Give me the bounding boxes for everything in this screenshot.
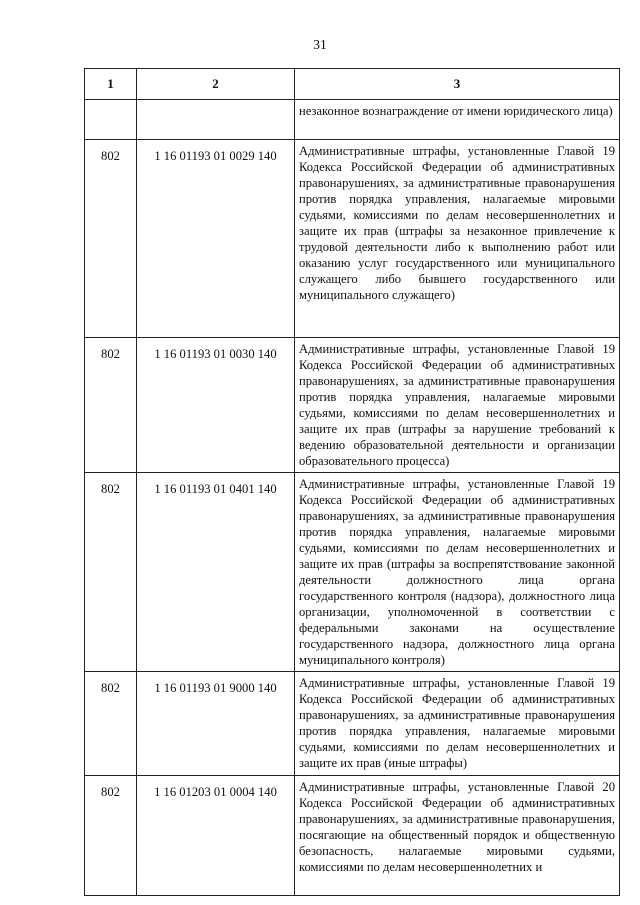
row-description: Административные штрафы, установленные Главой 20 Кодекса Российской Федерации об административных правонарушениях, за административные правонарушения, посягающие на общественный порядок и общественную безопасность, налагаемые мировыми судьями, комиссиями по делам несовершеннолетних и xyxy=(295,776,620,896)
row-admin-code: 802 xyxy=(85,338,137,473)
row-kbk-code: 1 16 01203 01 0004 140 xyxy=(137,776,295,896)
continuation-description: незаконное вознаграждение от имени юридического лица) xyxy=(295,100,620,140)
row-admin-code: 802 xyxy=(85,776,137,896)
row-kbk-code: 1 16 01193 01 9000 140 xyxy=(137,672,295,776)
row-kbk-code: 1 16 01193 01 0401 140 xyxy=(137,473,295,672)
table-row xyxy=(85,140,620,338)
row-description: Административные штрафы, установленные Главой 19 Кодекса Российской Федерации об административных правонарушениях, за административные правонарушения против порядка управления, налагаемые мировыми судьями, комиссиями по делам несовершеннолетних и защите их прав (штрафы за нарушение требований к ведению образовательной деятельности и организации образовательного процесса) xyxy=(295,338,620,473)
table-row xyxy=(85,338,620,473)
table-row xyxy=(85,473,620,672)
row-description: Административные штрафы, установленные Главой 19 Кодекса Российской Федерации об административных правонарушениях, за административные правонарушения против порядка управления, налагаемые мировыми судьями, комиссиями по делам несовершеннолетних и защите их прав (штрафы за воспрепятствование законной деятельности должностного лица органа государственного контроля (надзора), должностного лица организации, уполномоченной в соответствии с федеральными законами на осуществление государственного надзора, должностного лица органа муниципального контроля) xyxy=(295,473,620,672)
column-header-3: 3 xyxy=(295,69,620,100)
row-kbk-code: 1 16 01193 01 0029 140 xyxy=(137,140,295,338)
row-admin-code: 802 xyxy=(85,140,137,338)
continuation-row xyxy=(85,100,620,140)
table-header xyxy=(85,69,620,100)
budget-codes-table xyxy=(84,68,620,896)
table-body xyxy=(85,100,620,896)
continuation-num-cell xyxy=(85,100,137,140)
continuation-code-cell xyxy=(137,100,295,140)
column-header-2: 2 xyxy=(137,69,295,100)
row-description: Административные штрафы, установленные Главой 19 Кодекса Российской Федерации об административных правонарушениях, за административные правонарушения против порядка управления, налагаемые мировыми судьями, комиссиями по делам несовершеннолетних и защите их прав (иные штрафы) xyxy=(295,672,620,776)
row-description: Административные штрафы, установленные Главой 19 Кодекса Российской Федерации об административных правонарушениях, за административные правонарушения против порядка управления, налагаемые мировыми судьями, комиссиями по делам несовершеннолетних и защите их прав (штрафы за незаконное привлечение к трудовой деятельности либо к выполнению работ или оказанию услуг государственного или муниципального служащего либо бывшего государственного или муниципального служащего) xyxy=(295,140,620,338)
table-row xyxy=(85,776,620,896)
page-number: 31 xyxy=(313,37,327,52)
row-kbk-code: 1 16 01193 01 0030 140 xyxy=(137,338,295,473)
header-row xyxy=(85,69,620,100)
table-row xyxy=(85,672,620,776)
row-admin-code: 802 xyxy=(85,672,137,776)
column-header-1: 1 xyxy=(85,69,137,100)
row-admin-code: 802 xyxy=(85,473,137,672)
